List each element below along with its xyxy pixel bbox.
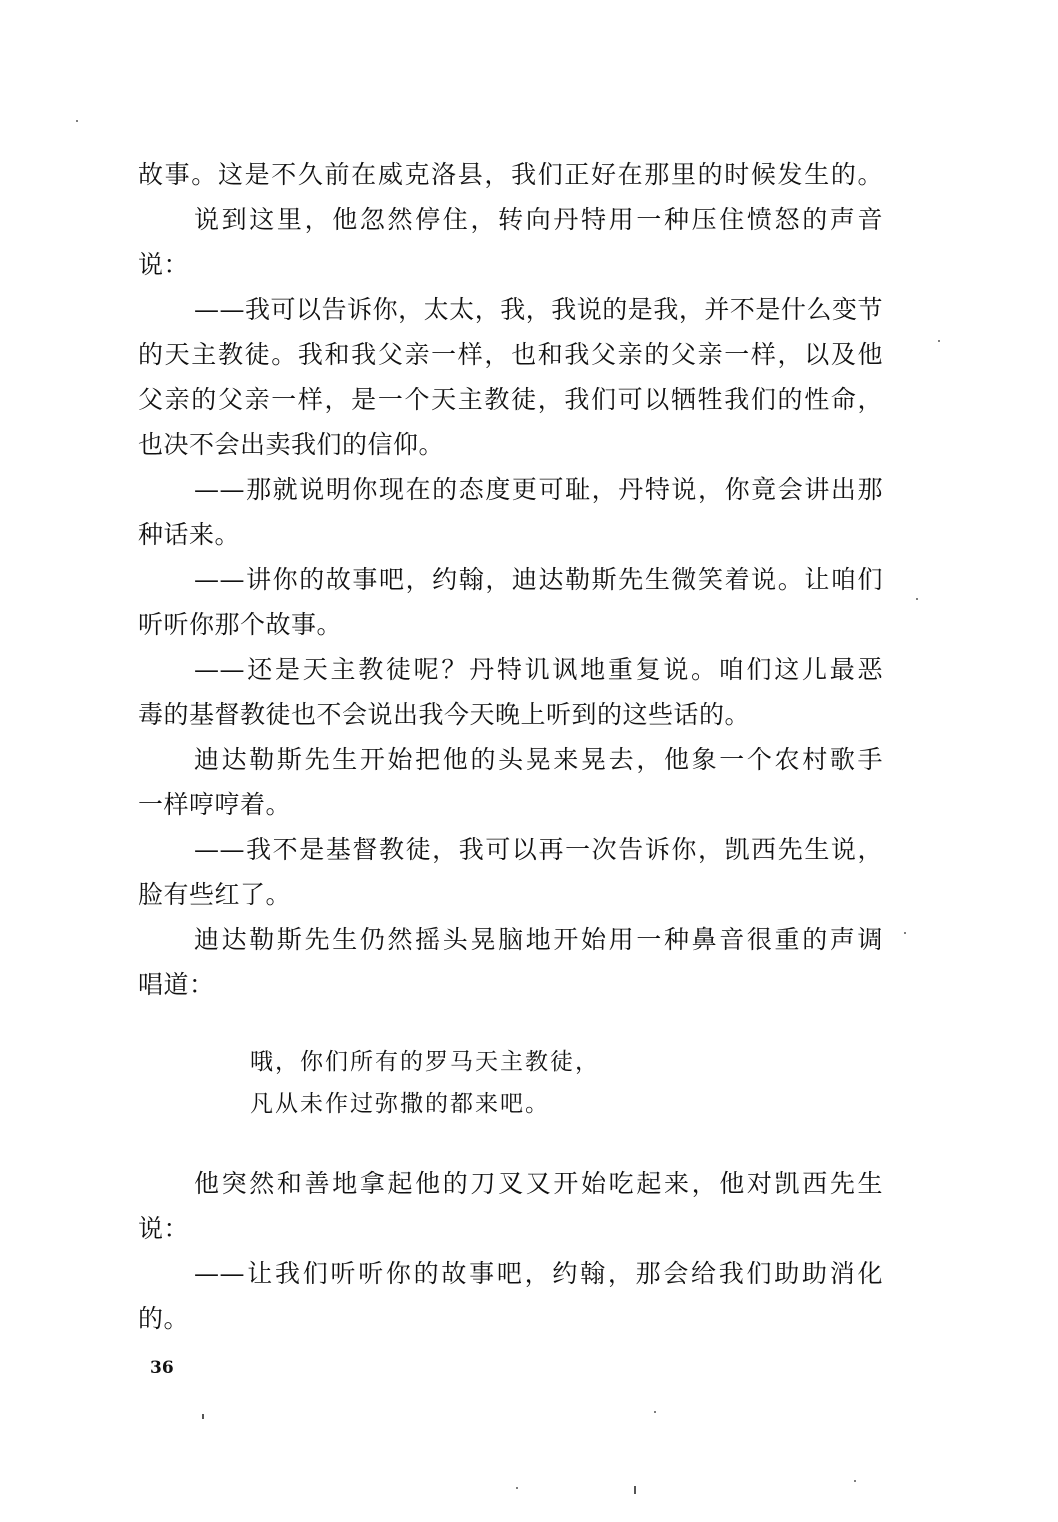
text-line: ——那就说明你现在的态度更可耻，丹特说，你竟会讲出那: [194, 475, 883, 504]
text-line: ——还是天主教徒呢？丹特讥讽地重复说。咱们这儿最恶: [194, 655, 883, 684]
text-line: ——让我们听听你的故事吧，约翰，那会给我们助助消化: [194, 1259, 883, 1288]
text-line: 说到这里，他忽然停住，转向丹特用一种压住愤怒的声音: [194, 205, 883, 234]
verse-block: [138, 1041, 883, 1125]
scan-speck: [854, 1480, 856, 1482]
text-line: 也决不会出卖我们的信仰。: [138, 430, 445, 459]
scan-speck: [634, 1486, 636, 1494]
text-line: ——我可以告诉你，太太，我，我说的是我，并不是什么变节: [194, 295, 883, 324]
text-line: ——我不是基督教徒，我可以再一次告诉你，凯西先生说，: [194, 835, 883, 864]
text-line: 的。: [138, 1304, 190, 1333]
text-line: 脸有些红了。: [138, 880, 292, 909]
text-line: 故事。这是不久前在威克洛县，我们正好在那里的时候发生的。: [138, 160, 883, 189]
verse-line: 凡从未作过弥撒的都来吧。: [250, 1091, 550, 1117]
scan-speck: [938, 340, 940, 342]
scan-speck: [654, 1411, 656, 1413]
scan-speck: [76, 120, 78, 122]
text-line: 说：: [138, 250, 190, 279]
page-number: 36: [150, 1358, 174, 1378]
scan-speck: [202, 1414, 204, 1419]
verse-line: 哦，你们所有的罗马天主教徒，: [250, 1049, 600, 1075]
text-line: 听听你那个故事。: [138, 610, 343, 639]
text-line: 唱道：: [138, 970, 215, 999]
text-line: 父亲的父亲一样，是一个天主教徒，我们可以牺牲我们的性命，: [138, 385, 883, 414]
scan-speck: [904, 932, 906, 934]
text-line: 毒的基督教徒也不会说出我今天晚上听到的这些话的。: [138, 700, 751, 729]
text-line: 他突然和善地拿起他的刀叉又开始吃起来，他对凯西先生: [194, 1169, 883, 1198]
text-line: 说：: [138, 1214, 190, 1243]
scan-speck: [916, 598, 918, 600]
scan-speck: [516, 1487, 518, 1489]
text-line: ——讲你的故事吧，约翰，迪达勒斯先生微笑着说。让咱们: [194, 565, 883, 594]
text-line: 的天主教徒。我和我父亲一样，也和我父亲的父亲一样，以及他: [138, 340, 883, 369]
text-line: 迪达勒斯先生仍然摇头晃脑地开始用一种鼻音很重的声调: [194, 925, 883, 954]
text-line: 迪达勒斯先生开始把他的头晃来晃去，他象一个农村歌手: [194, 745, 883, 774]
text-line: 种话来。: [138, 520, 241, 549]
body-text: [138, 152, 883, 1341]
text-line: 一样哼哼着。: [138, 790, 292, 819]
